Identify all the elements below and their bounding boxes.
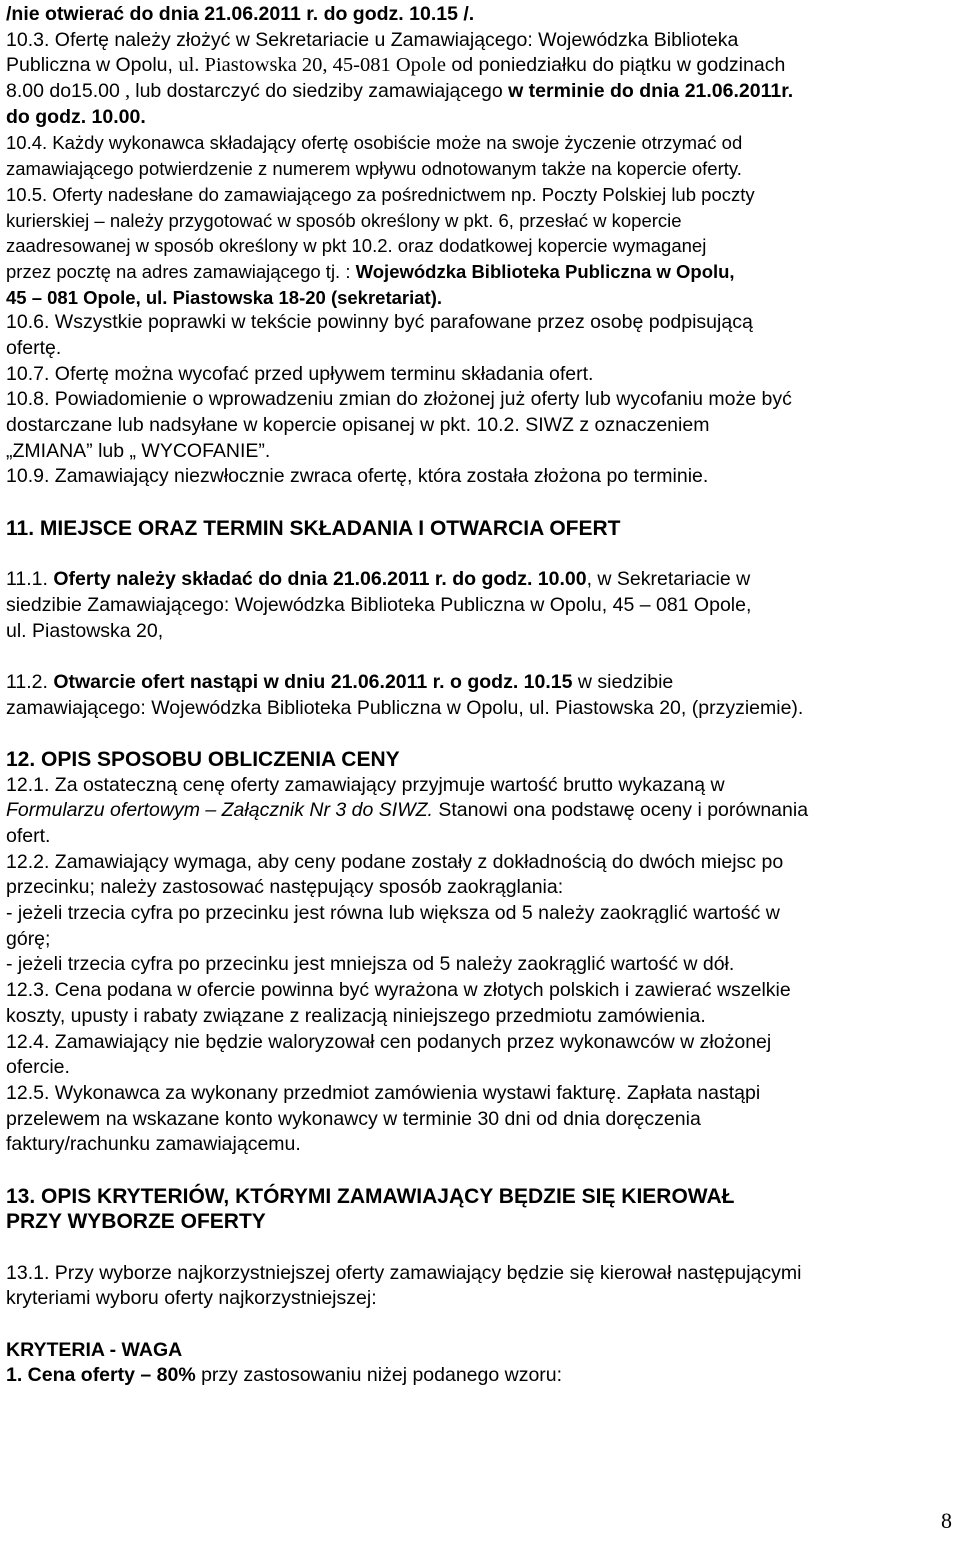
text-line	[6, 1004, 956, 1030]
text-line	[6, 952, 956, 978]
text-run: 10.7. Ofertę można wycofać przed upływem terminu składania ofert.	[6, 362, 594, 385]
text-line	[6, 1261, 956, 1287]
text-run: siedzibie Zamawiającego: Wojewódzka Biblioteka Publiczna w Opolu, 45 – 081 Opole,	[6, 593, 752, 616]
text-run: 10.5. Oferty nadesłane do zamawiającego za pośrednictwem np. Poczty Polskiej lub poczty	[6, 183, 755, 205]
text-line	[6, 1081, 956, 1107]
text-line	[6, 619, 956, 645]
text-run: ofertę.	[6, 336, 62, 359]
text-run: Publiczna w Opolu,	[6, 54, 179, 77]
text-run: zamawiającego: Wojewódzka Biblioteka Publiczna w Opolu, ul. Piastowska 20, (przyziemie).	[6, 696, 804, 719]
text-run: - jeżeli trzecia cyfra po przecinku jest mniejsza od 5 należy zaokrąglić wartość w dół.	[6, 953, 735, 976]
section-heading	[6, 1209, 956, 1235]
text-line	[6, 927, 956, 953]
text-run: 12. OPIS SPOSOBU OBLICZENIA CENY	[6, 747, 400, 771]
text-line	[6, 1107, 956, 1133]
text-line	[6, 53, 956, 79]
text-run: przez pocztę na adres zamawiającego tj. :	[6, 260, 356, 282]
text-run: lub dostarczyć do siedziby zamawiającego	[135, 80, 509, 103]
section-heading	[6, 516, 956, 542]
text-run: zamawiającego potwierdzenie z numerem wpływu odnotowanym także na kopercie oferty.	[6, 158, 742, 180]
text-line	[6, 464, 956, 490]
text-line	[6, 28, 956, 54]
text-run: 10.9. Zamawiający niezwłocznie zwraca ofertę, która została złożona po terminie.	[6, 465, 709, 488]
text-run: 10.3. Ofertę należy złożyć w Sekretariacie u Zamawiającego: Wojewódzka Biblioteka	[6, 28, 739, 51]
blank-line	[6, 1235, 956, 1261]
text-run: w siedzibie	[572, 670, 674, 693]
text-line	[6, 105, 956, 131]
text-run: ,	[119, 80, 136, 103]
text-line	[6, 259, 956, 285]
text-run: kurierskiej – należy przygotować w sposób określony w pkt. 6, przesłać w kopercie	[6, 209, 682, 231]
text-line	[6, 798, 956, 824]
text-run: Stanowi ona podstawę oceny i porównania	[432, 799, 809, 822]
text-run: dostarczane lub nadsyłane w kopercie opisanej w pkt. 10.2. SIWZ z oznaczeniem	[6, 414, 710, 436]
blank-line	[6, 644, 956, 670]
text-run: 12.3. Cena podana w ofercie powinna być wyrażona w złotych polskich i zawierać wszelkie	[6, 979, 791, 1002]
text-run: przy zastosowaniu niżej podanego wzoru:	[195, 1364, 563, 1387]
text-line	[6, 567, 956, 593]
blank-line	[6, 490, 956, 516]
text-run: 13. OPIS KRYTERIÓW, KTÓRYMI ZAMAWIAJĄCY BĘDZIE SIĘ KIEROWAŁ	[6, 1184, 735, 1208]
text-line	[6, 875, 956, 901]
text-run: 10.8. Powiadomienie o wprowadzeniu zmian do złożonej już oferty lub wycofaniu może być	[6, 388, 792, 411]
text-run: do godz. 10.00.	[6, 105, 146, 128]
text-line	[6, 670, 956, 696]
text-line	[6, 156, 956, 182]
section-heading	[6, 747, 956, 773]
text-line	[6, 413, 956, 439]
text-run: od poniedziałku do piątku w godzinach	[445, 54, 786, 77]
text-run: kryteriami wyboru oferty najkorzystniejszej:	[6, 1287, 377, 1310]
text-run: faktury/rachunku zamawiającemu.	[6, 1133, 301, 1156]
document-page	[6, 2, 956, 1389]
text-run: ul. Piastowska 20,	[6, 619, 164, 642]
text-line	[6, 336, 956, 362]
text-run: /nie otwierać do dnia 21.06.2011 r. do godz. 10.15 /.	[6, 3, 475, 25]
text-line	[6, 1338, 956, 1364]
text-run: 12.1. Za ostateczną cenę oferty zamawiający przyjmuje wartość brutto wykazaną w	[6, 773, 725, 796]
text-line	[6, 439, 956, 465]
text-run: 12.5. Wykonawca za wykonany przedmiot zamówienia wystawi fakturę. Zapłata nastąpi	[6, 1081, 761, 1104]
text-run: 10.4. Każdy wykonawca składający ofertę osobiście może na swoje życzenie otrzymać od	[6, 132, 743, 154]
text-line	[6, 901, 956, 927]
text-line	[6, 79, 956, 105]
text-run: ofert.	[6, 825, 51, 847]
blank-line	[6, 1158, 956, 1184]
text-run: 1. Cena oferty – 80%	[6, 1364, 196, 1387]
text-line	[6, 978, 956, 1004]
text-line	[6, 310, 956, 336]
text-run: 12.4. Zamawiający nie będzie waloryzował cen podanych przez wykonawców w złożonej	[6, 1030, 772, 1053]
text-line	[6, 387, 956, 413]
text-line	[6, 285, 956, 311]
text-run: Wojewódzka Biblioteka Publiczna w Opolu,	[355, 260, 735, 282]
blank-line	[6, 721, 956, 747]
text-run: Otwarcie ofert nastąpi w dniu 21.06.2011 r. o godz. 10.15	[53, 670, 573, 693]
text-line	[6, 696, 956, 722]
text-run: 11.2.	[6, 670, 54, 693]
text-line	[6, 362, 956, 388]
text-run: 11.1.	[6, 568, 54, 591]
text-run: 8.00 do15.00	[6, 80, 120, 103]
text-run: , w Sekretariacie w	[586, 568, 751, 591]
text-run: przecinku; należy zastosować następujący sposób zaokrąglania:	[6, 876, 564, 899]
text-run: 10.6. Wszystkie poprawki w tekście powinny być parafowane przez osobę podpisującą	[6, 311, 753, 334]
text-run: KRYTERIA - WAGA	[6, 1338, 183, 1361]
text-line	[6, 130, 956, 156]
text-run: 12.2. Zamawiający wymaga, aby ceny podane zostały z dokładnością do dwóch miejsc po	[6, 850, 784, 873]
text-line	[6, 824, 956, 850]
text-line	[6, 208, 956, 234]
blank-line	[6, 541, 956, 567]
text-line	[6, 1132, 956, 1158]
text-run: Oferty należy składać do dnia 21.06.2011 r. do godz. 10.00	[53, 568, 587, 591]
text-line	[6, 2, 956, 28]
text-run: PRZY WYBORZE OFERTY	[6, 1210, 266, 1234]
text-line	[6, 593, 956, 619]
blank-line	[6, 1312, 956, 1338]
text-run: w terminie do dnia 21.06.2011r.	[508, 80, 794, 103]
text-run: Formularzu ofertowym – Załącznik Nr 3 do SIWZ.	[6, 799, 433, 822]
text-run: koszty, upusty i rabaty związane z realizacją niniejszego przedmiotu zamówienia.	[6, 1004, 706, 1027]
section-heading	[6, 1184, 956, 1210]
text-run: „ZMIANA” lub „ WYCOFANIE”.	[6, 439, 271, 462]
text-run: zaadresowanej w sposób określony w pkt 10.2. oraz dodatkowej kopercie wymaganej	[6, 235, 707, 257]
text-line	[6, 773, 956, 799]
text-run: ofercie.	[6, 1056, 70, 1079]
text-line	[6, 850, 956, 876]
text-line	[6, 182, 956, 208]
page-number: 8	[941, 1508, 952, 1533]
text-run: 11. MIEJSCE ORAZ TERMIN SKŁADANIA I OTWARCIA OFERT	[6, 516, 621, 540]
text-run: przelewem na wskazane konto wykonawcy w terminie 30 dni od dnia doręczenia	[6, 1107, 701, 1130]
text-line	[6, 1055, 956, 1081]
text-line	[6, 1363, 956, 1389]
text-run: górę;	[6, 927, 51, 950]
text-run: - jeżeli trzecia cyfra po przecinku jest równa lub większa od 5 należy zaokrąglić wartość w	[6, 902, 780, 925]
text-run: 45 – 081 Opole, ul. Piastowska 18-20 (sekretariat).	[6, 286, 442, 308]
text-line	[6, 233, 956, 259]
text-line	[6, 1286, 956, 1312]
text-run: ul. Piastowska 20, 45-081 Opole	[178, 54, 446, 77]
text-line	[6, 1030, 956, 1056]
text-run: 13.1. Przy wyborze najkorzystniejszej oferty zamawiający będzie się kierował następującymi	[6, 1261, 802, 1284]
